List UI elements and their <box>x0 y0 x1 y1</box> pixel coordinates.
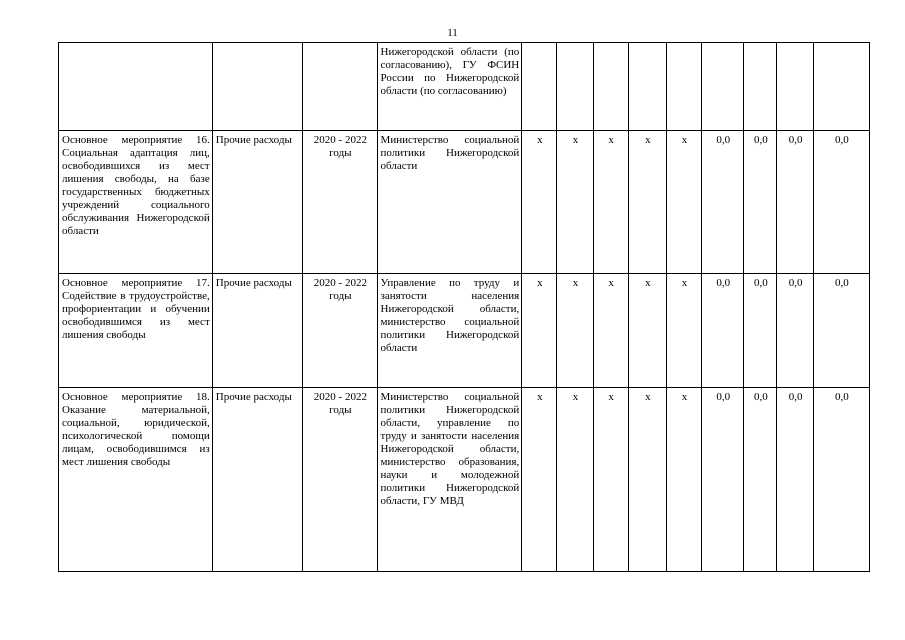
mark-cell: x <box>557 274 593 388</box>
mark-cell <box>628 43 666 131</box>
mark-cell: x <box>628 388 666 572</box>
mark-cell: x <box>557 388 593 572</box>
period-cell: 2020 - 2022 годы <box>303 131 377 274</box>
value-cell: 0,0 <box>813 131 869 274</box>
mark-cell: x <box>557 131 593 274</box>
mark-cell: x <box>593 131 628 274</box>
mark-cell <box>593 43 628 131</box>
value-cell <box>777 43 813 131</box>
value-cell: 0,0 <box>744 388 777 572</box>
mark-cell: x <box>666 274 701 388</box>
expenses-cell <box>212 43 302 131</box>
mark-cell: x <box>522 274 557 388</box>
value-cell: 0,0 <box>777 388 813 572</box>
value-cell: 0,0 <box>777 274 813 388</box>
mark-cell: x <box>522 131 557 274</box>
mark-cell: x <box>593 388 628 572</box>
value-cell: 0,0 <box>744 274 777 388</box>
mark-cell: x <box>666 388 701 572</box>
event-cell: Основное мероприятие 16. Социальная адаптация лиц, освободившихся из мест лишения свободы, на базе государственных бюджетных учреждений социального обслуживания Нижегородской области <box>59 131 213 274</box>
value-cell <box>702 43 744 131</box>
mark-cell <box>522 43 557 131</box>
period-cell <box>303 43 377 131</box>
value-cell: 0,0 <box>702 131 744 274</box>
executor-cell: Министерство социальной политики Нижегородской области, управление по труду и занятости населения Нижегородской области, министерство образования, науки и молодежной политики Нижегородской области, ГУ МВД <box>377 388 522 572</box>
value-cell: 0,0 <box>813 274 869 388</box>
mark-cell: x <box>593 274 628 388</box>
period-cell: 2020 - 2022 годы <box>303 274 377 388</box>
mark-cell: x <box>522 388 557 572</box>
event-cell: Основное мероприятие 18. Оказание материальной, социальной, юридической, психологической помощи лицам, освободившимся из мест лишения свободы <box>59 388 213 572</box>
mark-cell <box>557 43 593 131</box>
executor-cell: Министерство социальной политики Нижегородской области <box>377 131 522 274</box>
value-cell <box>813 43 869 131</box>
mark-cell: x <box>628 131 666 274</box>
expenses-cell: Прочие расходы <box>212 274 302 388</box>
value-cell: 0,0 <box>744 131 777 274</box>
expenses-cell: Прочие расходы <box>212 131 302 274</box>
value-cell: 0,0 <box>702 388 744 572</box>
program-events-table <box>58 42 870 572</box>
table-row <box>59 131 870 274</box>
mark-cell <box>666 43 701 131</box>
event-cell: Основное мероприятие 17. Содействие в трудоустройстве, профориентации и обучении освободившимся из мест лишения свободы <box>59 274 213 388</box>
period-cell: 2020 - 2022 годы <box>303 388 377 572</box>
table-row <box>59 274 870 388</box>
table-row <box>59 43 870 131</box>
mark-cell: x <box>666 131 701 274</box>
value-cell: 0,0 <box>813 388 869 572</box>
executor-cell: Нижегородской области (по согласованию), ГУ ФСИН России по Нижегородской области (по согласованию) <box>377 43 522 131</box>
expenses-cell: Прочие расходы <box>212 388 302 572</box>
page-number: 11 <box>447 27 458 39</box>
table-row <box>59 388 870 572</box>
executor-cell: Управление по труду и занятости населения Нижегородской области, министерство социальной политики Нижегородской области <box>377 274 522 388</box>
value-cell: 0,0 <box>702 274 744 388</box>
mark-cell: x <box>628 274 666 388</box>
event-cell <box>59 43 213 131</box>
value-cell: 0,0 <box>777 131 813 274</box>
value-cell <box>744 43 777 131</box>
